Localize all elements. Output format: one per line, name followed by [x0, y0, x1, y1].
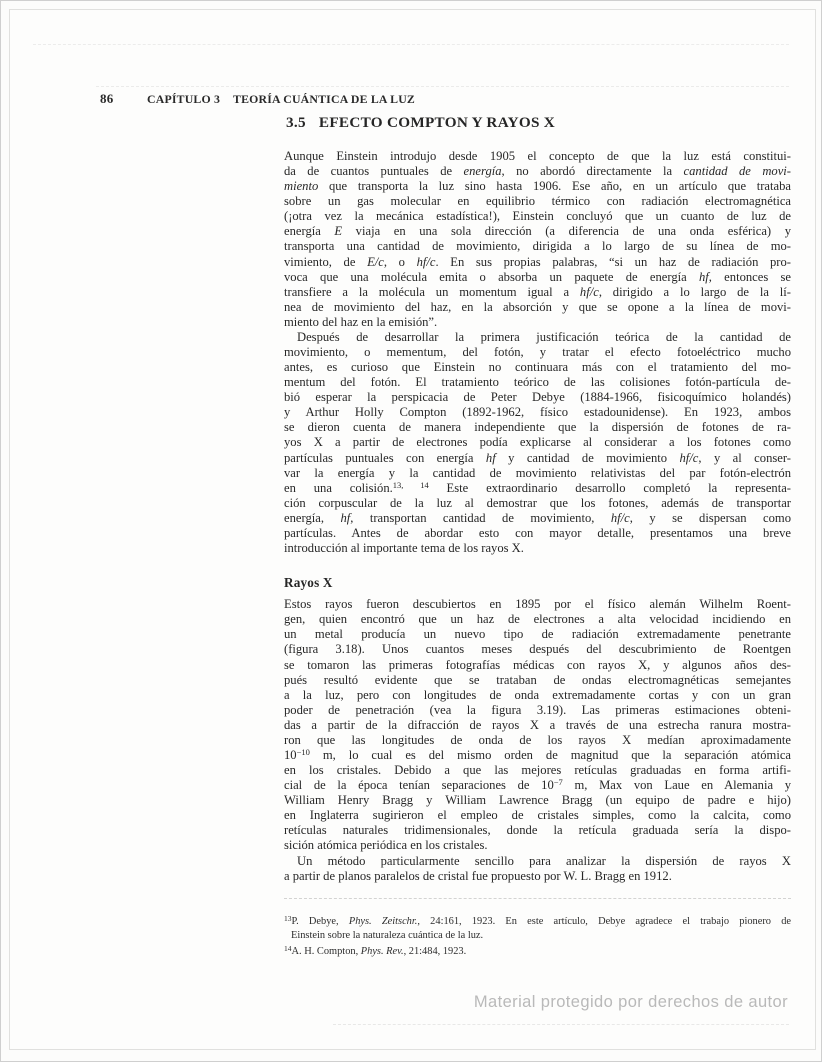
text-line: poder de penetración (vea la figura 3.19). Las primeras estimaciones obteni-: [284, 702, 791, 717]
text-line: (¡otra vez la mecánica estadística!), Einstein concluyó que un cuanto de luz de: [284, 209, 791, 224]
paragraph: [284, 149, 791, 330]
text-line: partículas puntuales con energía hf y cantidad de movimiento hf/c, y al conser-: [284, 450, 791, 465]
text-line: $^{13}$P. Debye, Phys. Zeitschr., 24:161, 1923. En este artículo, Debye agradece el trabajo pionero de: [284, 914, 792, 927]
footnote-separator: [284, 898, 791, 899]
paragraph: [284, 597, 791, 853]
text-line: a la luz, pero con longitudes de onda extremadamente cortas y con un gran: [284, 687, 791, 702]
subsection-title: Rayos X: [284, 575, 333, 591]
text-line: Después de desarrollar la primera justificación teórica de la cantidad de: [297, 329, 791, 344]
text-line: var la energía y la cantidad de movimiento relativistas del par fotón-electrón: [284, 465, 791, 480]
text-line: da de cuantos puntuales de energía, no abordó directamente la cantidad de movi-: [284, 164, 791, 179]
text-line: energía E viaja en una sola dirección (a diferencia de una onda esférica) y: [284, 224, 791, 239]
text-line: cial de la época tenían separaciones de $10^{-7}$ m, Max von Laue en Alemania y: [284, 777, 791, 793]
text-line: nea de movimiento del haz, en la absorción y que se opone a la línea de movi-: [284, 299, 791, 314]
text-line: a partir de planos paralelos de cristal fue propuesto por W. L. Bragg en 1912.: [284, 868, 672, 883]
chapter-label: CAPÍTULO 3: [147, 92, 221, 106]
running-header: [1, 91, 822, 107]
text-line: $^{14}$A. H. Compton, Phys. Rev., 21:484, 1923.: [284, 943, 467, 957]
text-line: miento que transporta la luz sino hasta 1906. Ese año, en un artículo que trataba: [284, 179, 791, 194]
text-line: Einstein sobre la naturaleza cuántica de la luz.: [291, 929, 484, 941]
text-line: das a partir de la difracción de rayos X a través de una estrecha ranura mostra-: [284, 717, 791, 732]
text-line: energía, hf, transportan cantidad de movimiento, hf/c, y se dispersan como: [284, 510, 791, 525]
text-line: ción corpuscular de la luz al demostrar que los fotones, además de transportar: [284, 495, 791, 510]
text-line: partículas. Antes de abordar esto con mayor detalle, presentamos una breve: [284, 525, 791, 540]
text-line: miento del haz en la emisión”.: [284, 314, 438, 329]
scan-artifact-line: [333, 1024, 789, 1025]
text-line: introducción al importante tema de los rayos X.: [284, 541, 524, 556]
text-line: en Inglaterra sugirieron el empleo de cristales simples, como la calcita, como: [284, 808, 791, 823]
text-line: Estos rayos fueron descubiertos en 1895 por el físico alemán Wilhelm Roent-: [284, 597, 791, 612]
scan-artifact-line: [33, 44, 789, 45]
paragraph: [284, 330, 791, 556]
book-title: TEORÍA CUÁNTICA DE LA LUZ: [233, 92, 415, 106]
scan-artifact-line: [96, 86, 789, 87]
text-line: retículas naturales tridimensionales, donde la retícula graduada sería la dispo-: [284, 823, 791, 838]
text-line: en los cristales. Debido a que las mejores retículas graduadas en forma artifi-: [284, 763, 791, 778]
text-line: en una colisión.$^{13, 14}$ Este extraordinario desarrollo completó la representa-: [284, 479, 791, 495]
text-line: bió esperar la perspicacia de Peter Debye (1884-1966, fisicoquímico holandés): [284, 390, 791, 405]
text-line: voca que una molécula emita o absorba un paquete de energía hf, entonces se: [284, 269, 791, 284]
text-line: se tomaron las primeras fotografías médicas con rayos X, y algunos años des-: [284, 657, 791, 672]
section-title: EFECTO COMPTON Y RAYOS X: [318, 114, 556, 131]
text-line: pués resultó evidente que se trataban de ondas electromagnéticas semejantes: [284, 672, 791, 687]
text-line: transporta una cantidad de movimiento, dirigida a lo largo de su línea de mo-: [284, 239, 791, 254]
text-line: vimiento, de E/c, o hf/c. En sus propias palabras, “si un haz de radiación pro-: [284, 254, 791, 269]
footnote-block: [284, 898, 791, 960]
text-line: Un método particularmente sencillo para analizar la dispersión de rayos X: [297, 853, 791, 868]
body-text-column: [284, 149, 791, 884]
text-line: yos X a partir de electrones podía explicarse al considerar a los fotones como: [284, 435, 791, 450]
text-line: sición atómica periódica en los cristales.: [284, 838, 488, 853]
text-line: William Henry Bragg y William Lawrence Bragg (un equipo de padre e hijo): [284, 793, 791, 808]
text-line: (figura 3.18). Unos cuantos meses después del descubrimiento de Roentgen: [284, 642, 791, 657]
footnote: [284, 945, 791, 959]
footnote: [284, 915, 791, 943]
text-line: Aunque Einstein introdujo desde 1905 el concepto de que la luz está constitui-: [284, 149, 791, 163]
page-number: 86: [100, 91, 114, 106]
paragraph: [284, 854, 791, 884]
text-line: movimiento, o mementum, del fotón, y tratar el efecto fotoeléctrico mucho: [284, 345, 791, 360]
text-line: ron que las longitudes de onda de los rayos X medían aproximadamente: [284, 732, 791, 747]
text-line: mentum del fotón. El tratamiento teórico de las colisiones fotón-partícula de-: [284, 375, 791, 390]
text-line: gen, quien encontró que un haz de electrones a alta velocidad incidiendo en: [284, 612, 791, 627]
text-line: transfiere a la molécula un momentum igual a hf/c, dirigido a lo largo de la lí-: [284, 284, 791, 299]
section-heading: [286, 114, 806, 132]
section-number: 3.5: [286, 114, 306, 131]
text-line: sobre un gas molecular en equilibrio térmico con radiación electromagnética: [284, 194, 791, 209]
text-line: y Arthur Holly Compton (1892-1962, físico estadounidense). En 1923, ambos: [284, 405, 791, 420]
text-line: $10^{-10}$ m, lo cual es del mismo orden de magnitud que la separación atómica: [284, 746, 791, 762]
text-line: antes, es curioso que Einstein no continuara más con el tratamiento del mo-: [284, 360, 791, 375]
text-line: se dieron cuenta de manera independiente que la dispersión de fotones de ra-: [284, 420, 791, 435]
copyright-watermark: Material protegido por derechos de autor: [473, 993, 788, 1011]
text-line: un metal producía un nuevo tipo de radiación extremadamente penetrante: [284, 627, 791, 642]
